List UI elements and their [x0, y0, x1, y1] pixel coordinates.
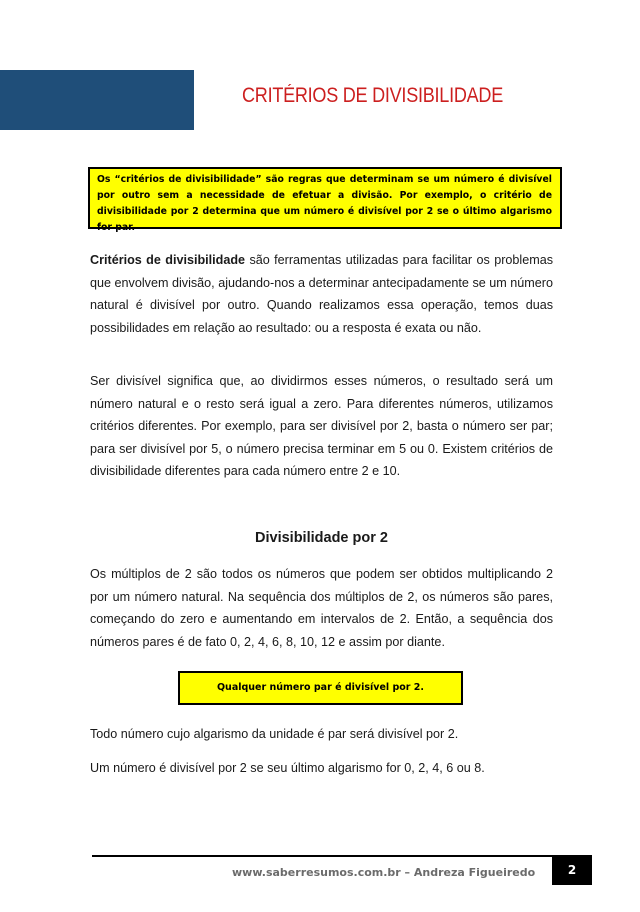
paragraph-meaning: Ser divisível significa que, ao dividirmos esses números, o resultado será um número natural e o resto será igual a zero. Para diferentes números, utilizamos critérios diferentes. Por exemplo, para ser divisível por 2, basta o número ser par; para ser divisível por 5, o número precisa terminar em 5 ou 0. Existem critérios de divisibilidade diferentes para cada número entre 2 e 10.	[90, 374, 553, 479]
header-accent-bar	[0, 70, 194, 130]
page-number: 2	[552, 855, 592, 885]
page-title: CRITÉRIOS DE DIVISIBILIDADE	[242, 84, 503, 107]
paragraph-definition	[90, 249, 553, 339]
rule-callout-box: Qualquer número par é divisível por 2.	[178, 671, 463, 705]
paragraph-last-digit: Um número é divisível por 2 se seu último algarismo for 0, 2, 4, 6 ou 8.	[90, 761, 485, 775]
section-heading: Divisibilidade por 2	[255, 530, 388, 546]
paragraph-multiples: Os múltiplos de 2 são todos os números que podem ser obtidos multiplicando 2 por um número natural. Na sequência dos múltiplos de 2, os números são pares, começando do zero e aumentando em intervalos de 2. Então, a sequência dos números pares é de fato 0, 2, 4, 6, 8, 10, 12 e assim por diante.	[90, 567, 553, 649]
footer-credit: www.saberresumos.com.br – Andreza Figueiredo	[232, 866, 536, 879]
paragraph-unit-digit: Todo número cujo algarismo da unidade é par será divisível por 2.	[90, 727, 459, 741]
footer-divider	[92, 855, 552, 857]
intro-callout-box: Os “critérios de divisibilidade” são regras que determinam se um número é divisível por outro sem a necessidade de efetuar a divisão. Por exemplo, o critério de divisibilidade por 2 determina que um número é divisível por 2 se o último algarismo for par.	[88, 167, 562, 229]
paragraph-definition-text: são ferramentas utilizadas para facilitar os problemas que envolvem divisão, ajudando-nos a determinar antecipadamente se um número natural é divisível por outro. Quando realizamos essa operação, temos duas possibilidades em relação ao resultado: ou a resposta é exata ou não.	[90, 253, 553, 335]
paragraph-term: Critérios de divisibilidade	[90, 253, 246, 267]
